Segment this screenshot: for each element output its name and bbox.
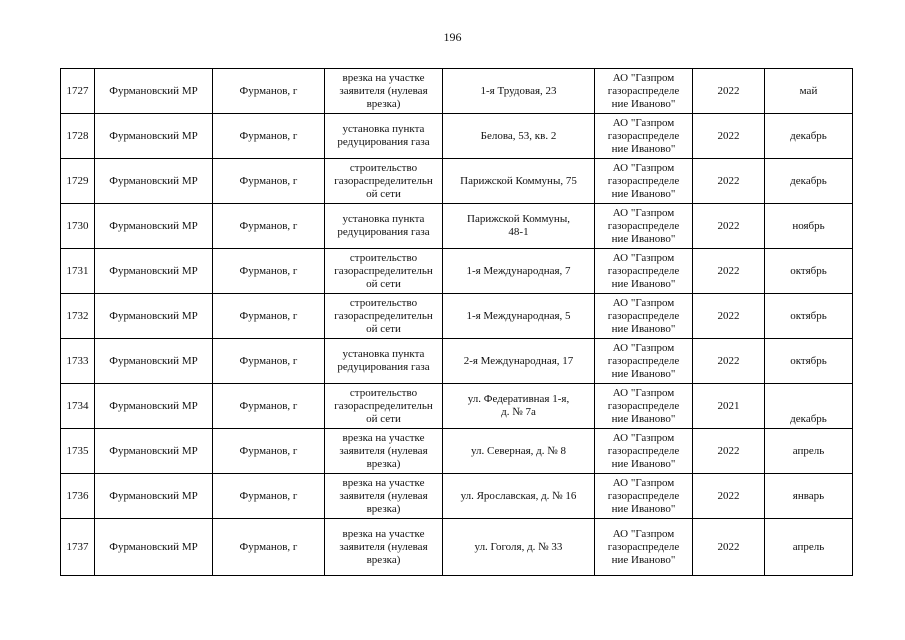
organization-cell-line: газораспределе [607, 264, 680, 277]
organization-cell-line: ние Иваново" [611, 457, 676, 470]
organization-cell-line: АО "Газпром [612, 251, 675, 264]
address-cell-line: ул. Федеративная 1-я, [467, 393, 570, 405]
work-type-cell-line: ой сети [366, 277, 401, 290]
town-cell: Фурманов, г [213, 294, 325, 339]
organization-cell [595, 429, 693, 474]
work-type-cell-line: газораспределительн [334, 264, 433, 277]
district-cell: Фурмановский МР [95, 204, 213, 249]
row-number-cell: 1734 [61, 384, 95, 429]
organization-cell-line: ние Иваново" [611, 142, 676, 155]
address-cell [443, 429, 595, 474]
address-cell [443, 249, 595, 294]
address-cell-line: 1-я Трудовая, 23 [480, 84, 557, 97]
work-type-cell [325, 339, 443, 384]
address-cell-line: ул. Ярославская, д. № 16 [460, 489, 577, 502]
address-cell [443, 474, 595, 519]
work-type-cell-line: врезка) [366, 457, 401, 470]
address-cell-line: д. № 7а [501, 406, 536, 418]
address-cell [443, 519, 595, 576]
organization-cell [595, 474, 693, 519]
address-cell-line: 48-1 [508, 226, 529, 238]
work-type-cell-line: редуцирования газа [337, 136, 430, 148]
work-type-cell-line: врезка на участке [342, 527, 425, 540]
work-type-cell-line: заявителя (нулевая [339, 540, 428, 553]
town-cell: Фурманов, г [213, 429, 325, 474]
row-number-cell: 1728 [61, 114, 95, 159]
year-cell: 2022 [693, 474, 765, 519]
district-cell: Фурмановский МР [95, 69, 213, 114]
table-row [61, 159, 853, 204]
address-cell-line: Белова, 53, кв. 2 [480, 129, 557, 142]
month-cell: декабрь [765, 114, 853, 159]
organization-cell-line: ние Иваново" [611, 187, 676, 200]
work-type-cell-line: врезка) [366, 502, 401, 515]
year-cell: 2022 [693, 429, 765, 474]
table-row [61, 384, 853, 429]
month-cell: апрель [765, 519, 853, 576]
district-cell: Фурмановский МР [95, 114, 213, 159]
district-cell: Фурмановский МР [95, 384, 213, 429]
year-cell: 2021 [693, 384, 765, 429]
organization-cell-line: АО "Газпром [612, 386, 675, 399]
work-type-cell-line: строительство [349, 386, 418, 399]
organization-cell-line: газораспределе [607, 540, 680, 553]
town-cell: Фурманов, г [213, 474, 325, 519]
work-type-cell-line: врезка на участке [342, 71, 425, 84]
row-number-cell: 1730 [61, 204, 95, 249]
organization-cell-line: газораспределе [607, 354, 680, 367]
organization-cell-line: АО "Газпром [612, 116, 675, 129]
work-type-cell [325, 69, 443, 114]
work-type-cell [325, 159, 443, 204]
work-type-cell [325, 204, 443, 249]
organization-cell-line: АО "Газпром [612, 476, 675, 489]
work-type-cell-line: строительство [349, 251, 418, 264]
year-cell: 2022 [693, 204, 765, 249]
address-cell [443, 339, 595, 384]
district-cell: Фурмановский МР [95, 294, 213, 339]
table-row [61, 294, 853, 339]
organization-cell [595, 69, 693, 114]
month-cell: декабрь [765, 159, 853, 204]
district-cell: Фурмановский МР [95, 249, 213, 294]
organization-cell [595, 159, 693, 204]
work-type-cell-line: ой сети [366, 187, 401, 200]
address-cell-line: ул. Гоголя, д. № 33 [474, 540, 563, 553]
address-cell-line: 1-я Международная, 5 [466, 309, 571, 322]
town-cell: Фурманов, г [213, 249, 325, 294]
work-type-cell-line: установка пункта [342, 348, 425, 360]
table-row [61, 204, 853, 249]
row-number-cell: 1729 [61, 159, 95, 204]
organization-cell-line: ние Иваново" [611, 277, 676, 290]
work-type-cell-line: установка пункта [342, 123, 425, 135]
work-type-cell-line: заявителя (нулевая [339, 444, 428, 457]
page-number: 196 [443, 30, 462, 44]
work-type-cell [325, 294, 443, 339]
work-type-cell-line: заявителя (нулевая [339, 84, 428, 97]
work-type-cell-line: заявителя (нулевая [339, 489, 428, 502]
work-type-cell [325, 519, 443, 576]
work-type-cell-line: редуцирования газа [337, 226, 430, 238]
organization-cell-line: АО "Газпром [612, 296, 675, 309]
district-cell: Фурмановский МР [95, 159, 213, 204]
table-row [61, 249, 853, 294]
year-cell: 2022 [693, 114, 765, 159]
address-cell-line: Парижской Коммуны, 75 [460, 174, 577, 187]
organization-cell-line: АО "Газпром [612, 431, 675, 444]
work-type-cell-line: газораспределительн [334, 399, 433, 412]
district-cell: Фурмановский МР [95, 474, 213, 519]
month-cell: октябрь [765, 339, 853, 384]
district-cell: Фурмановский МР [95, 339, 213, 384]
organization-cell-line: ние Иваново" [611, 97, 676, 110]
work-type-cell-line: ой сети [366, 412, 401, 425]
work-type-cell [325, 474, 443, 519]
organization-cell [595, 339, 693, 384]
work-type-cell [325, 429, 443, 474]
year-cell: 2022 [693, 519, 765, 576]
work-type-cell [325, 114, 443, 159]
table-row [61, 474, 853, 519]
organization-cell [595, 294, 693, 339]
work-type-cell-line: врезка) [366, 97, 401, 110]
town-cell: Фурманов, г [213, 114, 325, 159]
table-row [61, 69, 853, 114]
month-cell: январь [765, 474, 853, 519]
address-cell [443, 384, 595, 429]
organization-cell-line: газораспределе [607, 174, 680, 187]
work-type-cell-line: врезка на участке [342, 431, 425, 444]
table-row [61, 114, 853, 159]
organization-cell [595, 384, 693, 429]
month-cell: апрель [765, 429, 853, 474]
work-type-cell-line: строительство [349, 161, 418, 174]
address-cell-line: ул. Северная, д. № 8 [470, 444, 567, 457]
row-number-cell: 1735 [61, 429, 95, 474]
year-cell: 2022 [693, 249, 765, 294]
address-cell [443, 204, 595, 249]
organization-cell-line: ние Иваново" [611, 412, 676, 425]
organization-cell-line: ние Иваново" [611, 232, 676, 245]
row-number-cell: 1727 [61, 69, 95, 114]
organization-cell-line: АО "Газпром [612, 71, 675, 84]
organization-cell [595, 519, 693, 576]
organization-cell-line: ние Иваново" [611, 553, 676, 566]
address-cell [443, 114, 595, 159]
organization-cell-line: ние Иваново" [611, 367, 676, 380]
address-cell [443, 294, 595, 339]
organization-cell-line: газораспределе [607, 84, 680, 97]
organization-cell-line: газораспределе [607, 399, 680, 412]
work-type-cell-line: газораспределительн [334, 174, 433, 187]
gasification-table [60, 68, 853, 576]
town-cell: Фурманов, г [213, 69, 325, 114]
district-cell: Фурмановский МР [95, 429, 213, 474]
month-cell: декабрь [765, 384, 853, 429]
table-row [61, 429, 853, 474]
organization-cell-line: АО "Газпром [612, 527, 675, 540]
work-type-cell-line: врезка на участке [342, 476, 425, 489]
town-cell: Фурманов, г [213, 159, 325, 204]
row-number-cell: 1736 [61, 474, 95, 519]
organization-cell-line: газораспределе [607, 489, 680, 502]
year-cell: 2022 [693, 294, 765, 339]
address-cell-line: Парижской Коммуны, [467, 213, 570, 225]
address-cell-line: 2-я Международная, 17 [463, 354, 574, 367]
row-number-cell: 1732 [61, 294, 95, 339]
organization-cell-line: АО "Газпром [612, 206, 675, 219]
organization-cell [595, 114, 693, 159]
row-number-cell: 1737 [61, 519, 95, 576]
work-type-cell-line: установка пункта [342, 213, 425, 225]
address-cell [443, 159, 595, 204]
organization-cell [595, 249, 693, 294]
row-number-cell: 1733 [61, 339, 95, 384]
month-cell: ноябрь [765, 204, 853, 249]
month-cell: октябрь [765, 249, 853, 294]
organization-cell-line: газораспределе [607, 129, 680, 142]
work-type-cell-line: газораспределительн [334, 309, 433, 322]
table-row [61, 519, 853, 576]
district-cell: Фурмановский МР [95, 519, 213, 576]
organization-cell-line: газораспределе [607, 309, 680, 322]
year-cell: 2022 [693, 69, 765, 114]
town-cell: Фурманов, г [213, 384, 325, 429]
organization-cell-line: ние Иваново" [611, 502, 676, 515]
work-type-cell-line: редуцирования газа [337, 361, 430, 373]
organization-cell [595, 204, 693, 249]
organization-cell-line: ние Иваново" [611, 322, 676, 335]
work-type-cell-line: врезка) [366, 553, 401, 566]
town-cell: Фурманов, г [213, 204, 325, 249]
year-cell: 2022 [693, 339, 765, 384]
year-cell: 2022 [693, 159, 765, 204]
organization-cell-line: газораспределе [607, 219, 680, 232]
town-cell: Фурманов, г [213, 339, 325, 384]
table-body [61, 69, 853, 576]
organization-cell-line: газораспределе [607, 444, 680, 457]
work-type-cell-line: ой сети [366, 322, 401, 335]
work-type-cell [325, 384, 443, 429]
month-cell: октябрь [765, 294, 853, 339]
organization-cell-line: АО "Газпром [612, 341, 675, 354]
row-number-cell: 1731 [61, 249, 95, 294]
work-type-cell-line: строительство [349, 296, 418, 309]
month-cell: май [765, 69, 853, 114]
table-row [61, 339, 853, 384]
address-cell [443, 69, 595, 114]
work-type-cell [325, 249, 443, 294]
organization-cell-line: АО "Газпром [612, 161, 675, 174]
town-cell: Фурманов, г [213, 519, 325, 576]
address-cell-line: 1-я Международная, 7 [466, 264, 571, 277]
